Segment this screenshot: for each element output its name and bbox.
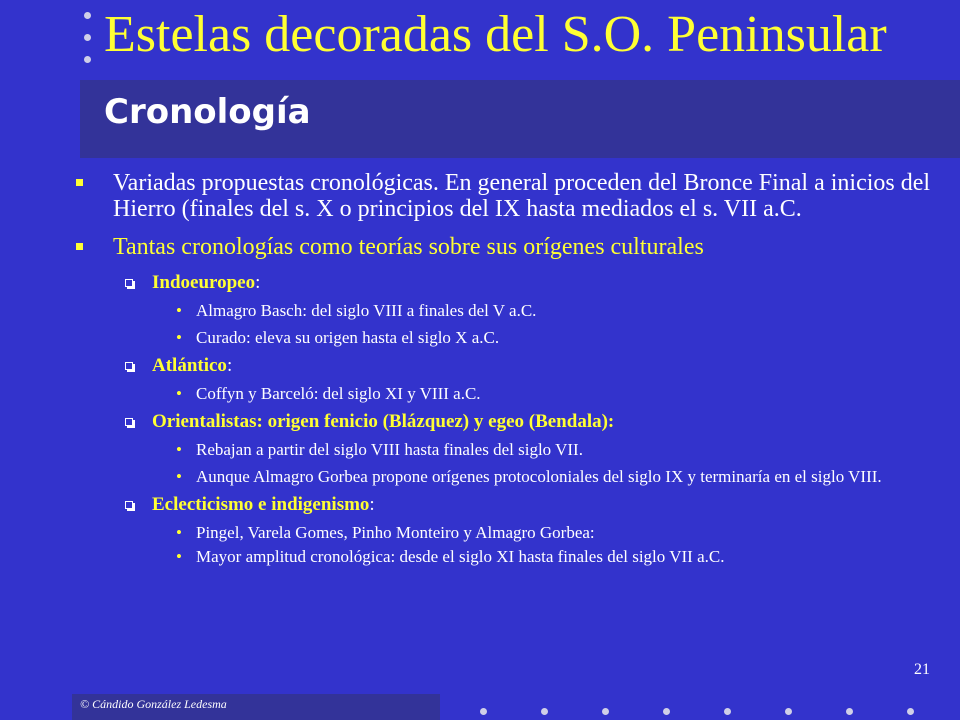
box-bullet-icon bbox=[125, 501, 133, 509]
detail-item bbox=[72, 328, 952, 347]
decorative-dots-bottom bbox=[476, 708, 956, 718]
dot-icon bbox=[480, 708, 487, 715]
detail-item bbox=[72, 547, 952, 566]
slide-title: Estelas decoradas del S.O. Peninsular bbox=[104, 6, 887, 63]
detail-item bbox=[72, 440, 952, 459]
dot-icon bbox=[663, 708, 670, 715]
slide-subtitle: Cronología bbox=[104, 92, 311, 132]
box-bullet-icon bbox=[125, 418, 133, 426]
dot-bullet-icon: • bbox=[176, 523, 182, 542]
bullet-text: Tantas cronologías como teorías sobre sus orígenes culturales bbox=[113, 234, 704, 260]
subbullet-group bbox=[72, 355, 952, 377]
subbullet-group bbox=[72, 494, 952, 516]
dot-bullet-icon: • bbox=[176, 440, 182, 459]
group-term: Eclecticismo e indigenismo bbox=[152, 494, 370, 515]
square-bullet-icon bbox=[76, 243, 83, 250]
square-bullet-icon bbox=[76, 179, 83, 186]
detail-text: Rebajan a partir del siglo VIII hasta finales del siglo VII. bbox=[196, 440, 583, 459]
footer-copyright: © Cándido González Ledesma bbox=[80, 697, 227, 711]
dot-icon bbox=[84, 56, 91, 63]
dot-icon bbox=[602, 708, 609, 715]
dot-bullet-icon: • bbox=[176, 467, 182, 486]
group-rest: : bbox=[369, 494, 375, 515]
detail-item bbox=[72, 301, 952, 320]
group-term: Indoeuropeo bbox=[152, 272, 256, 293]
slide-content bbox=[72, 170, 952, 571]
bullet-item bbox=[72, 234, 952, 260]
detail-text: Pingel, Varela Gomes, Pinho Monteiro y Almagro Gorbea: bbox=[196, 523, 595, 542]
group-rest: : bbox=[226, 355, 233, 376]
detail-text: Coffyn y Barceló: del siglo XI y VIII a.C. bbox=[196, 384, 481, 403]
dot-icon bbox=[907, 708, 914, 715]
subbullet-group bbox=[72, 411, 952, 433]
bullet-text: Variadas propuestas cronológicas. En general proceden del Bronce Final a inicios del Hierro (finales del s. X o principios del IX hasta mediados el s. VII a.C. bbox=[113, 170, 931, 222]
box-bullet-icon bbox=[125, 279, 133, 287]
dot-icon bbox=[84, 34, 91, 41]
dot-icon bbox=[84, 12, 91, 19]
detail-text: Mayor amplitud cronológica: desde el siglo XI hasta finales del siglo VII a.C. bbox=[196, 547, 725, 566]
bullet-item bbox=[72, 170, 952, 222]
group-rest: : bbox=[255, 272, 261, 293]
dot-icon bbox=[846, 708, 853, 715]
group-term: Orientalistas: origen fenicio (Blázquez) y egeo (Bendala): bbox=[152, 411, 615, 432]
subbullet-group bbox=[72, 272, 952, 294]
dot-bullet-icon: • bbox=[176, 301, 182, 320]
dot-bullet-icon: • bbox=[176, 547, 182, 566]
box-bullet-icon bbox=[125, 362, 133, 370]
detail-item bbox=[72, 384, 952, 403]
dot-icon bbox=[724, 708, 731, 715]
detail-item bbox=[72, 467, 952, 486]
detail-item bbox=[72, 523, 952, 542]
dot-icon bbox=[541, 708, 548, 715]
dot-bullet-icon: • bbox=[176, 384, 182, 403]
group-term: Atlántico bbox=[152, 355, 227, 376]
dot-bullet-icon: • bbox=[176, 328, 182, 347]
dot-icon bbox=[785, 708, 792, 715]
detail-text: Almagro Basch: del siglo VIII a finales del V a.C. bbox=[196, 301, 537, 320]
detail-text: Curado: eleva su origen hasta el siglo X a.C. bbox=[196, 328, 500, 347]
page-number: 21 bbox=[914, 661, 930, 678]
detail-text: Aunque Almagro Gorbea propone orígenes protocoloniales del siglo IX y terminaría en el siglo VIII. bbox=[196, 467, 882, 486]
